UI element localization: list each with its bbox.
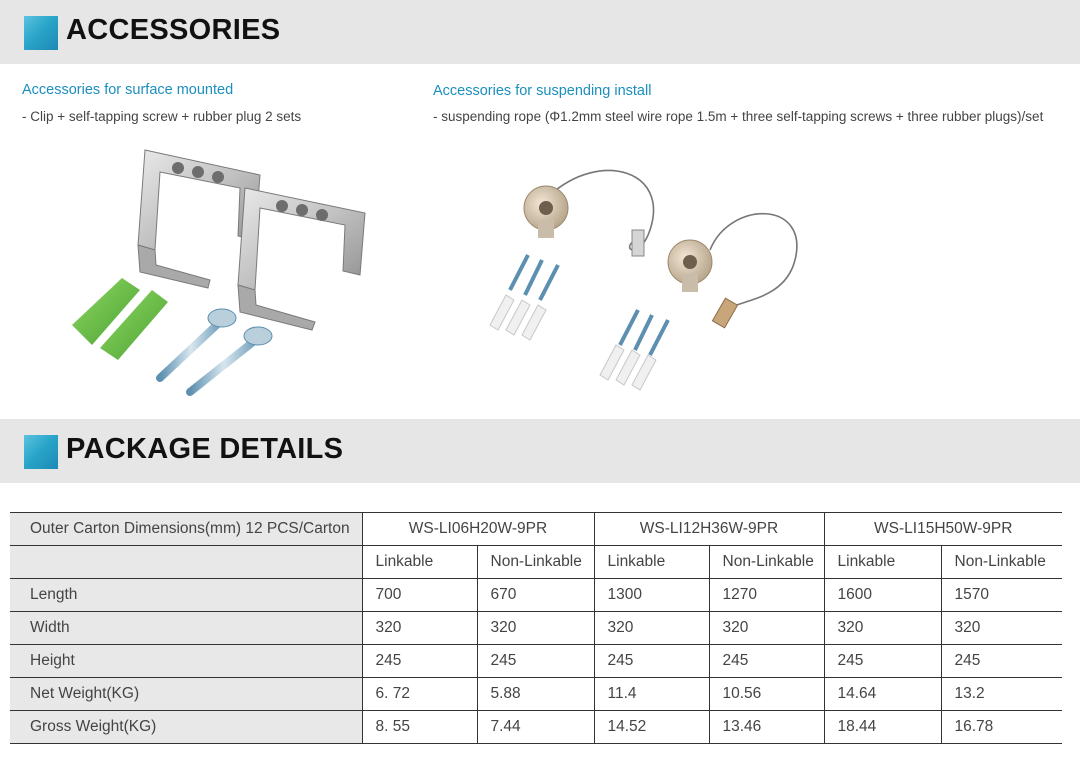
table-cell: 7.44 — [477, 711, 594, 744]
model-header: WS-LI06H20W-9PR — [362, 513, 594, 546]
ceiling-disc-icon — [668, 240, 712, 292]
table-cell: 320 — [709, 612, 824, 645]
section-marker-icon — [24, 16, 58, 50]
surface-accessories-description: - Clip + self-tapping screw + rubber plug 2 sets — [22, 109, 302, 124]
accessories-title: ACCESSORIES — [66, 14, 281, 46]
table-cell: 13.2 — [941, 678, 1062, 711]
table-cell: 245 — [709, 645, 824, 678]
table-cell: 245 — [824, 645, 941, 678]
model-header: WS-LI15H50W-9PR — [824, 513, 1062, 546]
table-header-label: Outer Carton Dimensions(mm) 12 PCS/Carton — [10, 513, 362, 546]
subheader-cell: Linkable — [362, 546, 477, 579]
suspending-accessories-image — [480, 160, 820, 400]
table-cell: 13.46 — [709, 711, 824, 744]
subheader-cell: Non-Linkable — [477, 546, 594, 579]
wire-gripper-icon — [632, 230, 644, 256]
subheader-cell: Non-Linkable — [709, 546, 824, 579]
row-label: Length — [10, 579, 362, 612]
subheader-cell: Linkable — [824, 546, 941, 579]
table-cell: 320 — [594, 612, 709, 645]
table-cell: 5.88 — [477, 678, 594, 711]
table-cell: 245 — [594, 645, 709, 678]
model-header: WS-LI12H36W-9PR — [594, 513, 824, 546]
table-cell: 14.52 — [594, 711, 709, 744]
table-cell: 14.64 — [824, 678, 941, 711]
subheader-cell: Non-Linkable — [941, 546, 1062, 579]
table-cell: 6. 72 — [362, 678, 477, 711]
table-row — [10, 678, 1062, 711]
row-label: Width — [10, 612, 362, 645]
wall-plug-icon — [490, 295, 546, 340]
table-cell: 16.78 — [941, 711, 1062, 744]
table-subheader-row — [10, 546, 1062, 579]
package-details-title: PACKAGE DETAILS — [66, 433, 344, 465]
screw-icon — [620, 310, 668, 355]
table-header-row — [10, 513, 1062, 546]
table-row — [10, 612, 1062, 645]
table-cell: 320 — [477, 612, 594, 645]
row-label: Net Weight(KG) — [10, 678, 362, 711]
table-cell: 1570 — [941, 579, 1062, 612]
mounting-clip-icon — [238, 188, 365, 330]
table-row — [10, 579, 1062, 612]
table-cell: 1600 — [824, 579, 941, 612]
table-cell — [10, 546, 362, 579]
table-cell: 1270 — [709, 579, 824, 612]
wire-gripper-icon — [712, 298, 737, 328]
subheader-cell: Linkable — [594, 546, 709, 579]
surface-mount-accessories-image — [60, 140, 380, 410]
table-row — [10, 645, 1062, 678]
table-cell: 700 — [362, 579, 477, 612]
package-details-table — [10, 512, 1062, 744]
table-cell: 245 — [362, 645, 477, 678]
table-cell: 11.4 — [594, 678, 709, 711]
table-cell: 10.56 — [709, 678, 824, 711]
package-details-header-band — [0, 419, 1080, 483]
table-cell: 320 — [824, 612, 941, 645]
rubber-plug-icon — [72, 278, 168, 360]
suspending-accessories-description: - suspending rope (Φ1.2mm steel wire rope 1.5m + three self-tapping screws + three rubber plugs)/set — [433, 109, 1044, 124]
row-label: Gross Weight(KG) — [10, 711, 362, 744]
table-cell: 8. 55 — [362, 711, 477, 744]
screw-icon — [160, 309, 272, 392]
table-cell: 18.44 — [824, 711, 941, 744]
row-label: Height — [10, 645, 362, 678]
wire-rope-icon — [710, 214, 797, 310]
table-cell: 320 — [362, 612, 477, 645]
accessories-header-band — [0, 0, 1080, 64]
table-cell: 1300 — [594, 579, 709, 612]
table-cell: 320 — [941, 612, 1062, 645]
ceiling-disc-icon — [524, 186, 568, 238]
section-marker-icon — [24, 435, 58, 469]
table-row — [10, 711, 1062, 744]
table-cell: 245 — [477, 645, 594, 678]
screw-icon — [510, 255, 558, 300]
table-cell: 245 — [941, 645, 1062, 678]
wall-plug-icon — [600, 345, 656, 390]
table-cell: 670 — [477, 579, 594, 612]
surface-accessories-heading: Accessories for surface mounted — [22, 82, 234, 98]
suspending-accessories-heading: Accessories for suspending install — [433, 83, 652, 99]
